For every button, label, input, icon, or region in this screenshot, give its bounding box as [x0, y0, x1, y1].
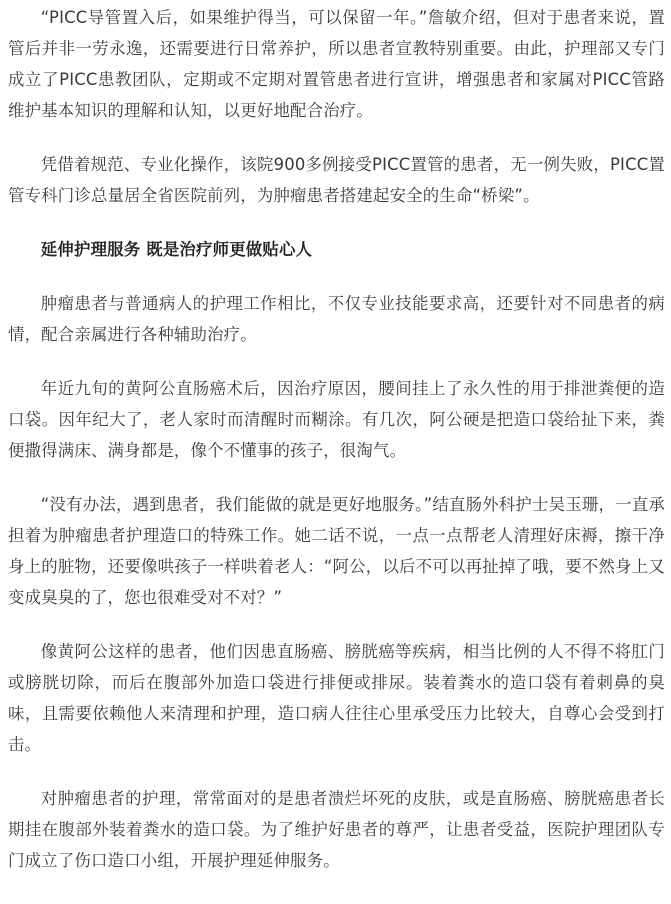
- paragraph-patient-story: 年近九旬的黄阿公直肠癌术后，因治疗原因，腰间挂上了永久性的用于排泄粪便的造口袋。因年纪大了，老人家时而清醒时而糊涂。有几次，阿公硬是把造口袋给扯下来，粪便撒得满床、满身都是，像个不懂事的孩子，很淘气。: [8, 379, 665, 460]
- paragraph-picc-maintenance: “PICC导管置入后，如果维护得当，可以保留一年。”詹敏介绍，但对于患者来说，置管后并非一劳永逸，还需要进行日常养护，所以患者宣教特别重要。由此，护理部又专门成立了PICC患教团队，定期或不定期对置管患者进行宣讲，增强患者和家属对PICC管路维护基本知识的理解和认知，以更好地配合治疗。: [8, 8, 665, 120]
- paragraph-nursing-comparison: 肿瘤患者与普通病人的护理工作相比，不仅专业技能要求高，还要针对不同患者的病情，配合亲属进行各种辅助治疗。: [8, 294, 665, 344]
- paragraph-ostomy-patients: 像黄阿公这样的患者，他们因患直肠癌、膀胱癌等疾病，相当比例的人不得不将肛门或膀胱切除，而后在腹部外加造口袋进行排便或排尿。装着粪水的造口袋有着刺鼻的臭味，且需要依赖他人来清理和护理，造口病人往往心里承受压力比较大，自尊心会受到打击。: [8, 642, 665, 754]
- paragraph-wound-team: 对肿瘤患者的护理，常常面对的是患者溃烂坏死的皮肤，或是直肠癌、膀胱癌患者长期挂在腹部外装着粪水的造口袋。为了维护好患者的尊严，让患者受益，医院护理团队专门成立了伤口造口小组，开展护理延伸服务。: [8, 789, 665, 870]
- section-heading: 延伸护理服务 既是治疗师更做贴心人: [40, 240, 313, 259]
- paragraph-nurse-quote: “没有办法，遇到患者，我们能做的就是更好地服务。”结直肠外科护士吴玉珊，一直承担着为肿瘤患者护理造口的特殊工作。她二话不说，一点一点帮老人清理好床褥，擦干净身上的脏物，还要像哄孩子一样哄着老人：“阿公，以后不可以再扯掉了哦，要不然身上又变成臭臭的了，您也很难受对不对？”: [8, 495, 665, 607]
- paragraph-picc-achievements: 凭借着规范、专业化操作，该院900多例接受PICC置管的患者，无一例失败，PICC置管专科门诊总量居全省医院前列，为肿瘤患者搭建起安全的生命“桥梁”。: [8, 155, 665, 205]
